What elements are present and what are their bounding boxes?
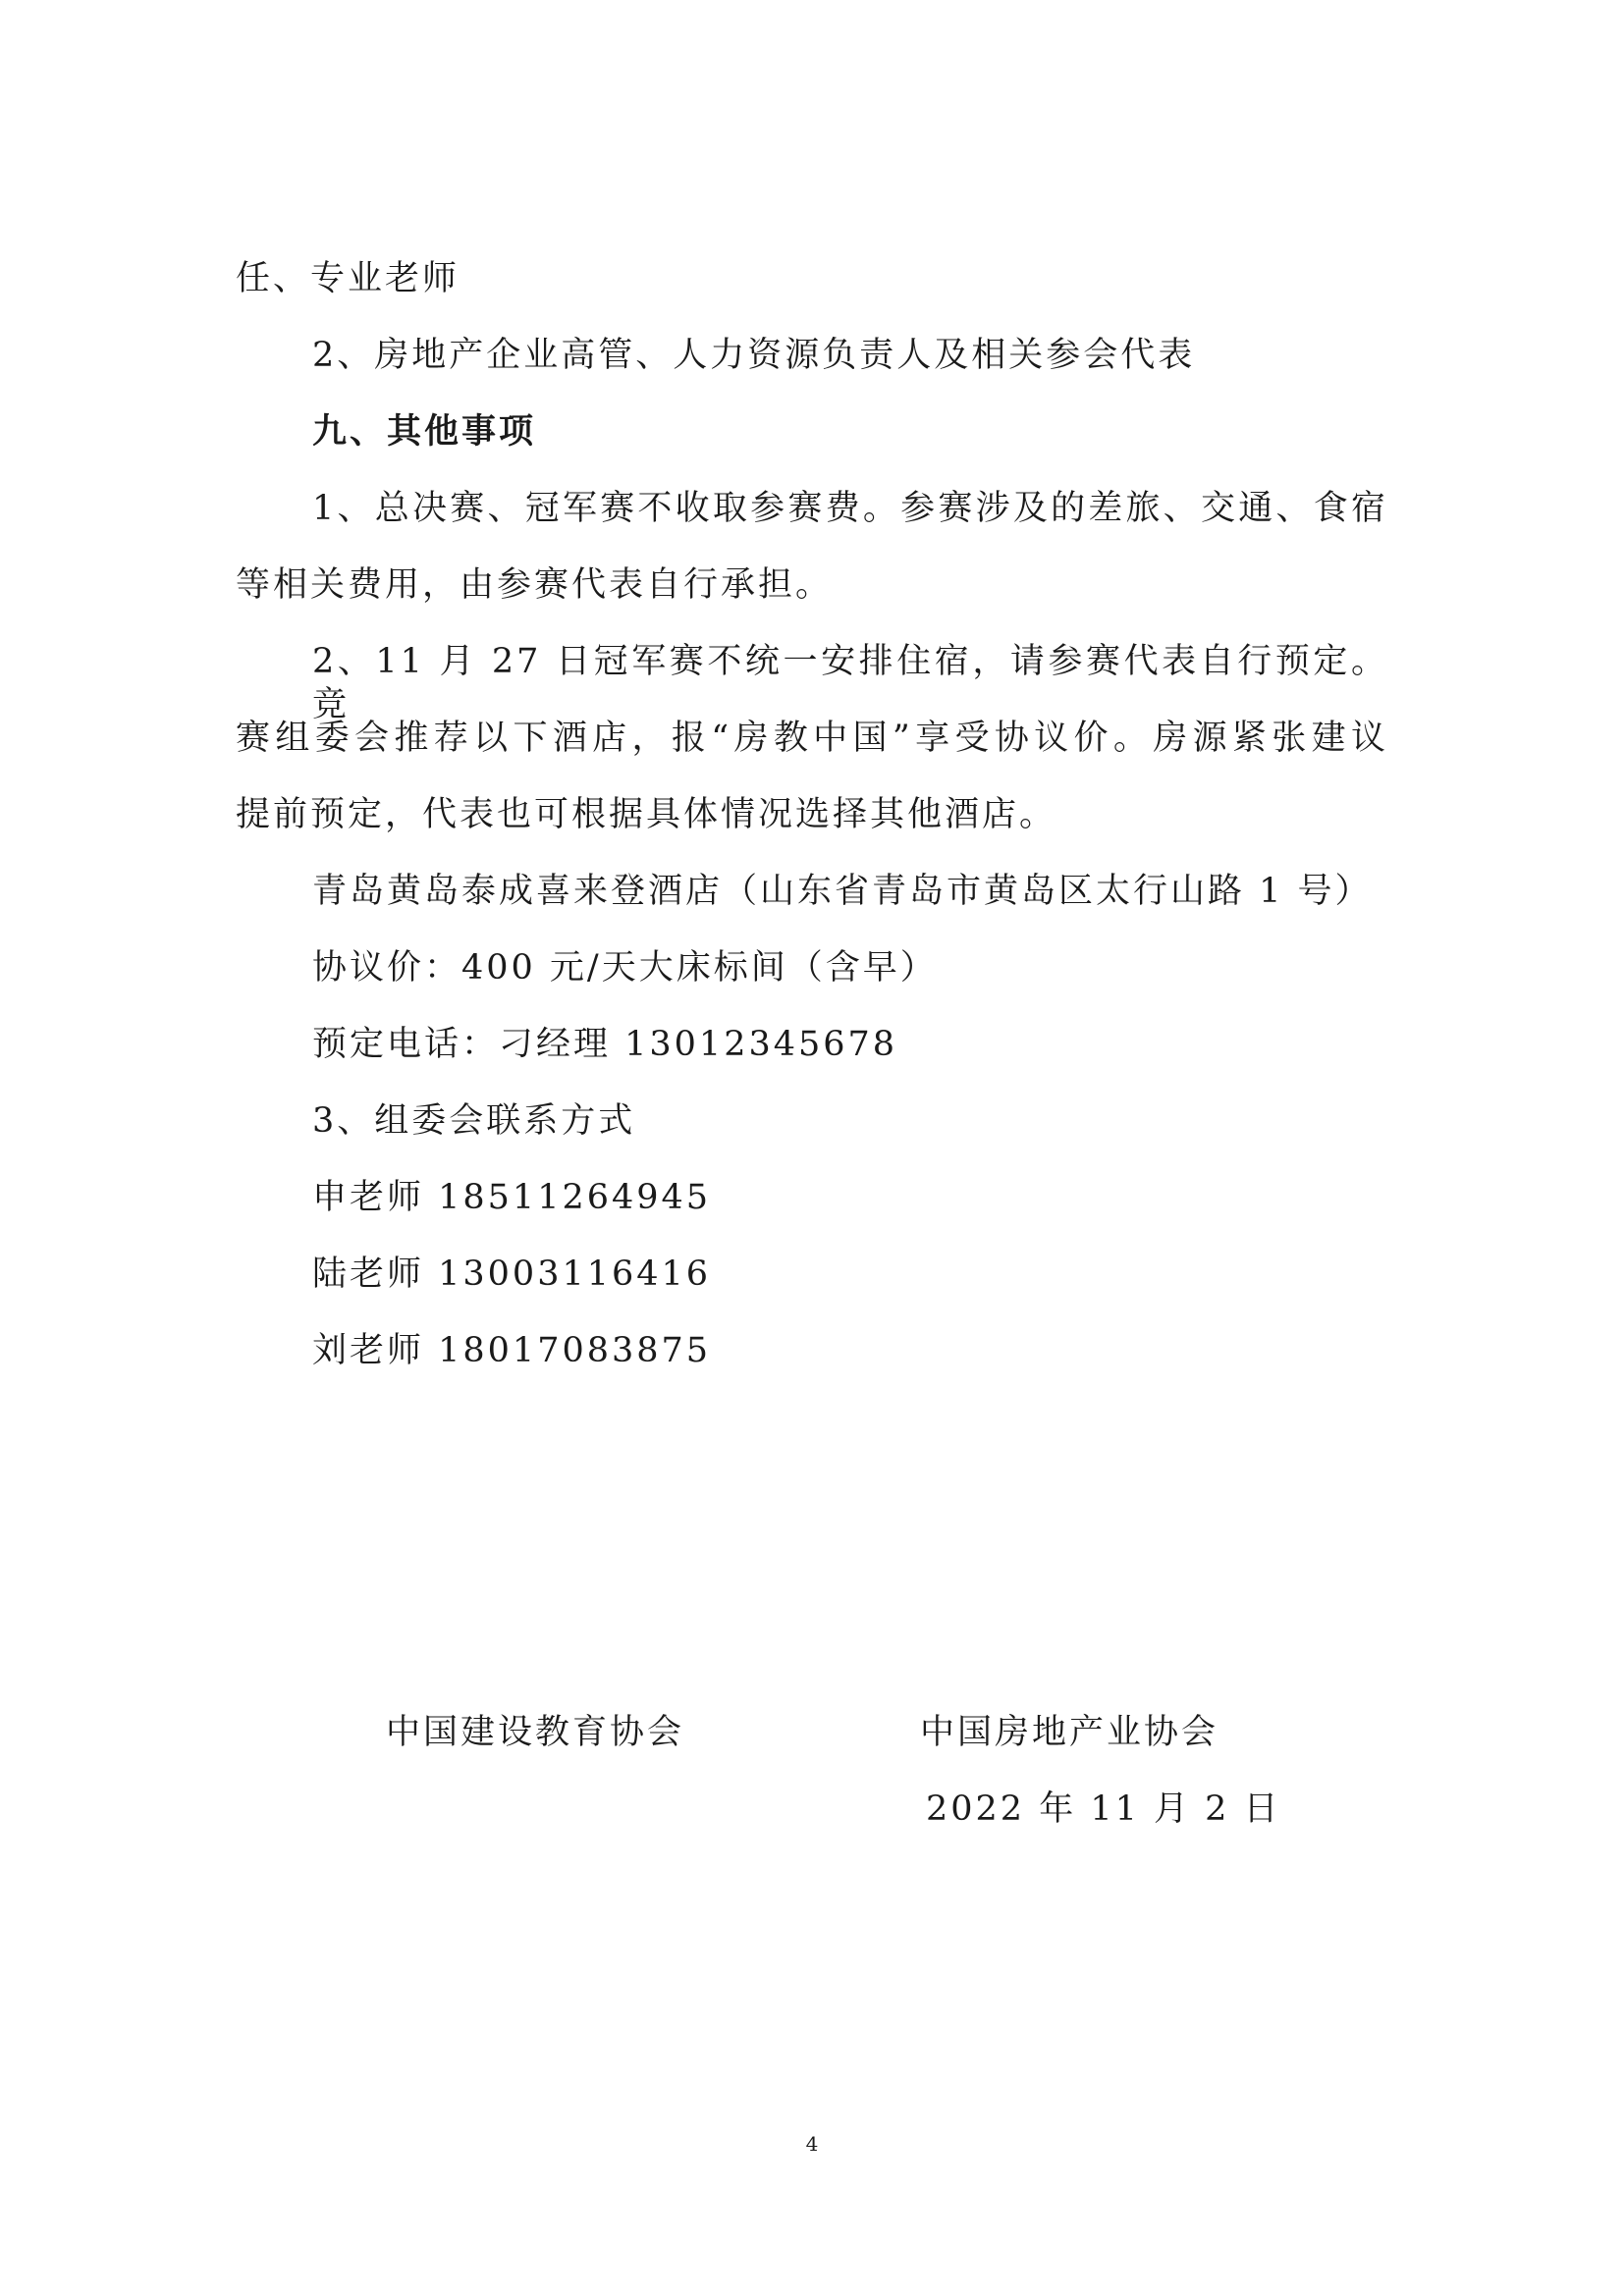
body-line-8: 提前预定，代表也可根据具体情况选择其他酒店。 (236, 795, 1057, 834)
hotel-price: 协议价：400 元/天大床标间（含早） (312, 948, 938, 988)
contact-2: 陆老师 13003116416 (312, 1255, 712, 1294)
signature-org-left: 中国建设教育协会 (386, 1713, 685, 1752)
hotel-phone: 预定电话：刁经理 13012345678 (312, 1025, 898, 1064)
body-line-6: 2、11 月 27 日冠军赛不统一安排住宿，请参赛代表自行预定。竞 (312, 642, 1388, 724)
contact-heading: 3、组委会联系方式 (312, 1101, 636, 1141)
contact-3: 刘老师 18017083875 (312, 1331, 712, 1370)
contact-1: 申老师 18511264945 (312, 1178, 712, 1217)
body-line-1: 任、专业老师 (236, 259, 460, 298)
section-heading-other-matters: 九、其他事项 (312, 411, 537, 452)
signature-date: 2022 年 11 月 2 日 (926, 1789, 1281, 1829)
body-line-4: 1、总决赛、冠军赛不收取参赛费。参赛涉及的差旅、交通、食宿 (312, 489, 1388, 528)
page-number: 4 (805, 2132, 819, 2156)
body-line-5: 等相关费用，由参赛代表自行承担。 (236, 565, 834, 605)
hotel-name: 青岛黄岛泰成喜来登酒店（山东省青岛市黄岛区太行山路 1 号） (312, 872, 1373, 911)
body-line-7: 赛组委会推荐以下酒店，报“房教中国”享受协议价。房源紧张建议 (236, 719, 1388, 758)
signature-org-right: 中国房地产业协会 (920, 1713, 1219, 1752)
body-line-2: 2、房地产企业高管、人力资源负责人及相关参会代表 (312, 336, 1196, 375)
